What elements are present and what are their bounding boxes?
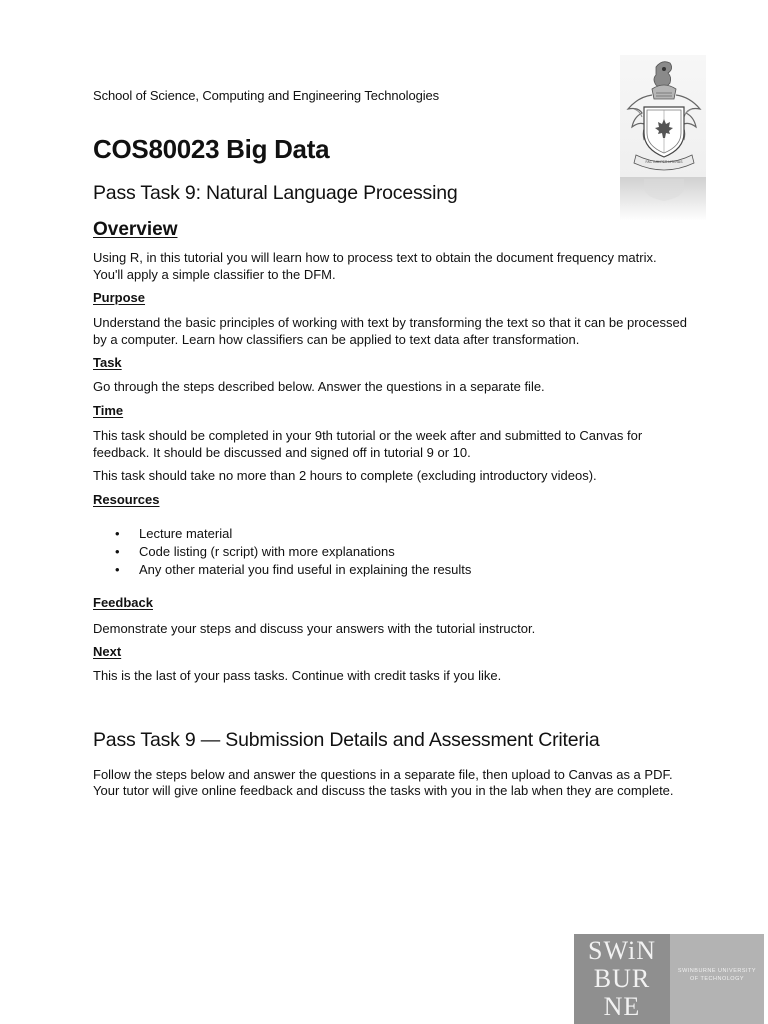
- resource-item: Code listing (r script) with more explanations: [139, 544, 395, 559]
- logo-wordmark-block: [574, 934, 670, 1024]
- submission-line: Your tutor will give online feedback and discuss the tasks with you in the lab when they are complete.: [93, 783, 674, 798]
- logo-word-line: SWiN: [588, 936, 656, 965]
- university-crest-icon: [620, 55, 706, 221]
- logo-sub-line: OF TECHNOLOGY: [689, 976, 745, 982]
- list-item: [93, 543, 471, 561]
- logo-word-line: NE: [603, 992, 641, 1021]
- crest-motto: FACTUM PER LITERAS: [645, 160, 683, 164]
- feedback-text: Demonstrate your steps and discuss your answers with the tutorial instructor.: [93, 621, 536, 636]
- task-heading: Task: [93, 355, 122, 370]
- submission-text: [93, 767, 693, 799]
- time-text: [93, 427, 688, 461]
- time-duration-text: This task should take no more than 2 hours to complete (excluding introductory videos).: [93, 468, 597, 483]
- resource-item: Lecture material: [139, 526, 233, 541]
- time-line: This task should be completed in your 9th tutorial or the week after and submitted to Canvas for: [93, 428, 643, 443]
- bullet-icon: •: [115, 544, 120, 559]
- school-name: School of Science, Computing and Engineering Technologies: [93, 88, 440, 103]
- task-text: Go through the steps described below. Answer the questions in a separate file.: [93, 379, 545, 394]
- purpose-heading: Purpose: [93, 290, 146, 305]
- task-title: Pass Task 9: Natural Language Processing: [93, 182, 458, 204]
- logo-word-line: BUR: [593, 964, 651, 993]
- resource-item: Any other material you find useful in explaining the results: [139, 562, 472, 577]
- submission-line: Follow the steps below and answer the questions in a separate file, then upload to Canvas as a PDF.: [93, 767, 673, 782]
- resources-heading: Resources: [93, 492, 160, 507]
- resources-list: [93, 525, 471, 579]
- purpose-text: [93, 314, 688, 348]
- list-item: [93, 561, 471, 579]
- purpose-line: by a computer. Learn how classifiers can be applied to text data after transformation.: [93, 332, 580, 347]
- bullet-icon: •: [115, 562, 120, 577]
- overview-line: You'll apply a simple classifier to the DFM.: [93, 267, 336, 282]
- swinburne-logo-icon: [574, 934, 764, 1024]
- bullet-icon: •: [115, 526, 120, 541]
- logo-subtitle-block: [670, 934, 764, 1024]
- list-item: [93, 525, 471, 543]
- next-text: This is the last of your pass tasks. Continue with credit tasks if you like.: [93, 668, 502, 683]
- course-title: COS80023 Big Data: [93, 134, 330, 164]
- overview-line: Using R, in this tutorial you will learn how to process text to obtain the document frequency matrix.: [93, 250, 657, 265]
- feedback-heading: Feedback: [93, 595, 153, 610]
- logo-sub-line: SWINBURNE UNIVERSITY: [677, 968, 757, 974]
- submission-title: Pass Task 9 — Submission Details and Assessment Criteria: [93, 729, 600, 751]
- overview-heading: Overview: [93, 219, 178, 240]
- next-heading: Next: [93, 644, 122, 659]
- time-line: feedback. It should be discussed and signed off in tutorial 9 or 10.: [93, 445, 471, 460]
- purpose-line: Understand the basic principles of working with text by transforming the text so that it can be processed: [93, 315, 687, 330]
- overview-text: [93, 249, 693, 283]
- time-heading: Time: [93, 403, 124, 418]
